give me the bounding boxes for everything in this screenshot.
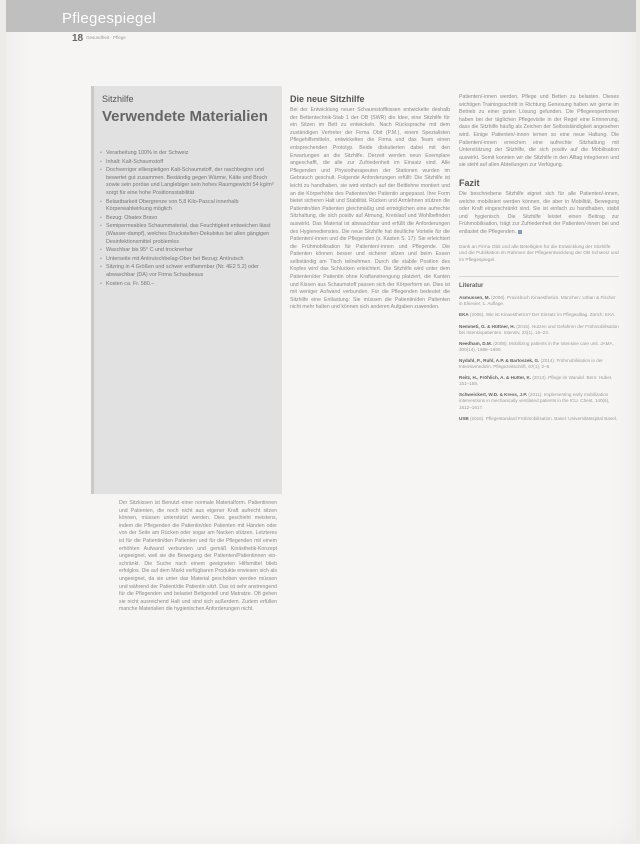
- reference-item: [459, 295, 619, 307]
- fazit-text: Die beschriebene Sitzhilfe eignet sich für alle Patienten/-innen, welche mobilisiert werden können, die aber in Mobilität, Bewegung oder Kraft eingeschränkt sind. Sie ist einfach zu handhaben, stabil und hygienisch. Die Sitzhilfe leistet einen Beitrag zur Frühmobilisation, trägt zur Zufriedenheit der Patienten/-innen bei und entlastet die Pflegenden.: [459, 190, 619, 235]
- divider: [459, 276, 619, 277]
- list-item: • Verarbeitung 100% in der Schweiz: [100, 150, 276, 158]
- list-item: • Waschbar bis 95° C und trocknerbar: [100, 247, 276, 255]
- list-item: • Kosten ca. Fr. 580.–: [100, 281, 276, 289]
- reference-author: Nemmeti, G. & Hüttner, H.: [459, 323, 515, 329]
- end-mark-icon: [518, 230, 522, 234]
- reference-item: [459, 312, 619, 318]
- materials-list: [100, 150, 276, 289]
- section-heading-new-seat: Die neue Sitzhilfe: [290, 94, 365, 104]
- list-item: • Unterseite mit Antirutschbelag-Ober bei Bezug: Antirutsch: [100, 256, 276, 264]
- reference-author: USB: [459, 415, 469, 421]
- reference-text: (2015). Nutzen und Gefahren der Frühmobilisation bei Intensivpatienten. Intensiv, 23(1), 15–23.: [459, 323, 619, 335]
- sidebar-kicker: Sitzhilfe: [102, 94, 134, 104]
- list-item: • Semipermeables Schaummaterial, das Feuchtigkeit entweichen lässt (Wasser-dampf), welches Druckstellen-Dekubitus bei allen gängigen Desinfektionsmittel problemlos: [100, 223, 276, 246]
- running-head: Gesundheit · Pflege: [86, 35, 126, 40]
- sidebar-title: Verwendete Materialien: [102, 108, 268, 125]
- reference-text: (2014). Frühmobilisation in der Intensivmedizin. Pflegezeitschrift, 67(1), 2–6.: [459, 357, 603, 370]
- reference-author: Needham, D.M.: [459, 340, 492, 346]
- reference-text: (2013). Pflege im Wandel. Bern: Huber, 151–158.: [459, 375, 613, 387]
- reference-author: EKA: [459, 312, 469, 318]
- column-2: [290, 94, 450, 312]
- reference-text: (2016). Pflegestandard Frühmobilisation. Basel: Universitätsspital Basel.: [469, 415, 618, 421]
- reference-author: Schweickert, W.D. & Kress, J.P.: [459, 392, 528, 398]
- column-3: [459, 94, 619, 427]
- reference-author: Nydahl, P., Ruhl, A.P. & Bartoszek, G.: [459, 357, 540, 363]
- journal-title: Pflegespiegel: [62, 10, 156, 27]
- reference-text: (2011). Implementing early mobilization interventions in mechanically ventilated patients in the ICU. Chest, 140(6), 1612–1617.: [459, 392, 610, 410]
- list-item: • Inhalt: Kalt-Schaumstoff: [100, 159, 276, 167]
- list-item: • Sitzring in 4 Größen und schwer entflammbar (Nr. 4E2 5.2) oder abwaschbar (DA) vor Firma Schaubeaus: [100, 264, 276, 279]
- reference-item: [459, 341, 619, 353]
- column3-body-text: Patienten/-innen werden, Pflege und Betten zu belasten. Dieses wichtigen Trainingsschritt in Richtung Genesung haben wir gerne im Betrieb zu einer guten Lösung gefunden. Die Pflegeexpertinnen haben bei der täglichen Pflegevisite in der Regel eine Erinnerung, dass die Sitzhilfe häufig als Zeichen der Selbstständigkeit angesehen wird. Einige Patienten/-innen lernen so eine neue Haltung. Die Patienten/-innen erreichen eine aufrechte Sitzhaltung mit Unterstützung der Sitzhilfe, die sich positiv auf die Mobilisation auswirkt. Somit konnten wir die Sitzhilfe in den Alltag integrieren und sie steht auf allen Abteilungen zur Verfügung.: [459, 94, 619, 169]
- literature-heading: Literatur: [459, 283, 484, 290]
- reference-item: [459, 324, 619, 336]
- reference-author: Asmussen, M.: [459, 295, 490, 301]
- reference-item: [459, 375, 619, 387]
- reference-item: [459, 416, 619, 422]
- reference-text: (2006). Wie ist Kinaesthetics? Der Einsatz im Pflegealltag. Zürich: EKA.: [469, 312, 616, 318]
- column1-body-text: Der Sitzkissen ist Benutzt einer normale Materialform. Patientinnen und Patienten, die noch nicht aus eigener Kraft aufrecht sitzen können, müssen unterstützt werden. Dies geschieht meistens, indem die Pflegenden die Patientin/den Patienten mit Händen oder von der Seite am Rücken oder sogar am Nacken stützen. Letzteres ist für die Patientin/den Patienten und für die Pflegenden mit einem erhöhten Aufwand verbunden und gemäß Kinästhetik-Konzept ungeeignet, weil sie die Bewegung der Patienten/Patientinnen einschränkt. Die Suche nach einem geeigneten Hilfsmittel blieb erfolglos. Die auf dem Markt verfügbaren Produkte erwiesen sich als ungeeignet, da sie unter das Material geschoben werden müssen und während der Patient/die Patientin sitzt. Das ist sehr anstrengend für die Pflegenden und belastet Bettgestell und Matratze. Oft gehen sie nicht ausreichend Halt und sind sich außerdem. Zudem erfüllen manche Materialien die hygienischen Anforderungen nicht.: [119, 500, 277, 613]
- list-item: • Bezug: Obatex Bravo: [100, 215, 276, 223]
- reference-item: [459, 392, 619, 410]
- acknowledgement-note: Dank an Firma Obit und alle Beteiligten für die Entwicklung der Sitzhilfe und die Publikation im Rahmen der Pflegeentwicklung der OB Schweiz und im Pflegespiegel.: [459, 244, 619, 263]
- section-heading-fazit: Fazit: [459, 177, 480, 188]
- column2-body-text: Bei der Entwicklung neuer Schaumstoffkissen entwickelte deshalb der Bettentechnik-Stab 1 der OB (SWR) die Idee, eine Sitzhilfe für ein Sitzen im Bett zu entwickeln. Nach Rücksprache mit dem zuständigen Vertreter der Firma Obit (P.M.), einem Spezialisten Pflegehilfsmitteln, entwickelten die Firma und das Team einen entsprechenden Prototyp. Beide diskutierten dabei mit den Erwartungen an die Sitzhilfe. Derzeit werden neun Exemplare angeschafft, die alle zur Zufriedenheit im Einsatz sind. Alle Pflegenden und Physiotherapeuten der Stationen wurden im Gebrauch geschult. Folgende Anforderungen erfüllt: Die Sitzhilfe ist leicht zu handhaben, sie wird einfach auf der Bettlehne montiert und an die Körperhöhe des Patienten/der Patientin angepasst. Ihre Form bietet sicheren Halt und Stabilität. Rücken und Armlehnen stützen die Patientin/den Patienten gleichmäßig und ermöglichen eine aufrechte Sitzhaltung, die sich positiv auf Atmung, Kreislauf und Wohlbefinden auswirkt. Das Material ist abwaschbar und erfüllt die Anforderungen des Hygienedienstes. Die neue Sitzhilfe hat deutliche Vorteile für die Patienten/-innen und die Pflegenden (s. Kasten S. 17): Sie erleichtert die Frühmobilisation für Patienten/-innen und Pflegende. Die Patienten können besser und sicherer sitzen und beim Essen selbständig am Tisch teilnehmen. Durch die stabile Position des Kopfes wird das Schlucken erleichtert. Die Sitzhilfe wird unter dem Patienten/der Patientin ohne Kraftanstrengung platziert, die Kanten und Kissen aus Schaumstoff passen sich der Körperform an. Dies ist mit weniger Aufwand verbunden. Für die Pflegenden bedeutet die Sitzhilfe eine Entlastung: Sie müssen die Patientin/den Patienten nicht mehr halten und können sich anderen Aufgaben zuwenden.: [290, 107, 450, 311]
- reference-text: (2008). Mobilizing patients in the intensive care unit. JAMA, 300(14), 1685–1690.: [459, 340, 614, 352]
- list-item: • Dochverriger elliespieligen Kalt-Schaumstoff, der raschbeginn und bewertet gut zusammen. Beständig gegen Wärme, Kälte und Bruch sowie sein poröse und Langlebiger sein hohes Raumgewicht 54 kg/m³ sorgt für eine hohe Positionsstabilität: [100, 167, 276, 197]
- header-band: [6, 0, 636, 32]
- page-number: 18: [72, 33, 84, 44]
- document-page: [6, 0, 636, 844]
- list-item: • Belastbarkeit Obergrenze von 5,8 Kilo-Pascal innerhalb Körperwahlwirkung möglich: [100, 199, 276, 214]
- reference-text: (2006). Praxisbuch Kinaesthetics. München: Urban & Fischer in Elsevier, 1. Auflage.: [459, 295, 616, 307]
- reference-author: Reitz, H., Fröhlich, A. & Hutter, K.: [459, 375, 532, 381]
- materials-sidebar: [91, 86, 282, 494]
- reference-item: [459, 358, 619, 370]
- references-list: [459, 295, 619, 421]
